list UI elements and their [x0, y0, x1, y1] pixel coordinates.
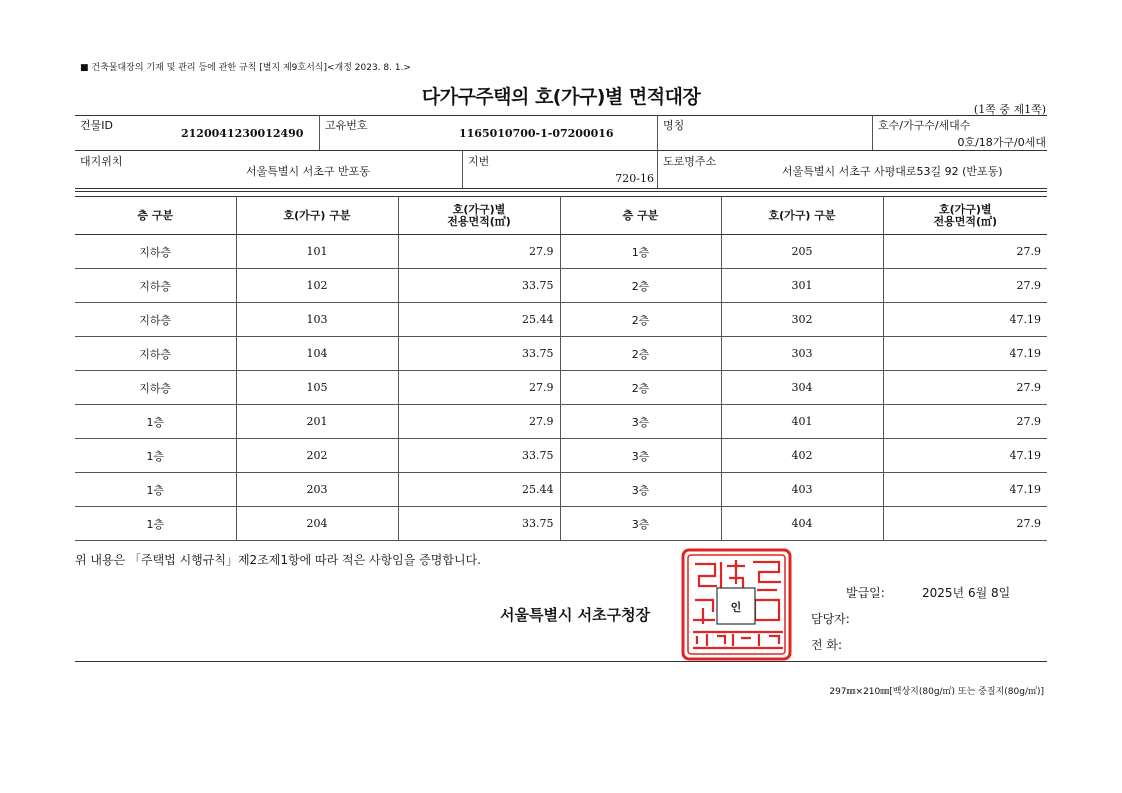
table-cell: 27.9 — [883, 269, 1047, 303]
table-cell: 1층 — [75, 507, 236, 541]
table-cell: 2층 — [560, 371, 721, 405]
column-header: 호(가구)별 전용면적(㎡) — [398, 197, 560, 235]
table-cell: 1층 — [560, 235, 721, 269]
table-cell: 33.75 — [398, 439, 560, 473]
table-cell: 402 — [721, 439, 883, 473]
table-cell: 404 — [721, 507, 883, 541]
table-row — [75, 235, 1047, 269]
table-cell: 301 — [721, 269, 883, 303]
header-top-border — [75, 115, 1047, 116]
phone-label: 전 화: — [811, 638, 843, 652]
unique-no-label: 고유번호 — [325, 119, 368, 132]
table-cell: 47.19 — [883, 473, 1047, 507]
table-cell: 47.19 — [883, 439, 1047, 473]
regulation-note: ■ 건축물대장의 기재 및 관리 등에 관한 규칙 [별지 제9호서식]<개정 2023. 8. 1.> — [80, 63, 411, 73]
table-cell: 27.9 — [883, 235, 1047, 269]
table-cell: 403 — [721, 473, 883, 507]
table-row — [75, 337, 1047, 371]
table-cell: 3층 — [560, 473, 721, 507]
column-header: 층 구분 — [75, 197, 236, 235]
table-cell: 지하층 — [75, 371, 236, 405]
lot-value: 720-16 — [615, 172, 654, 185]
table-cell: 지하층 — [75, 269, 236, 303]
table-row — [75, 405, 1047, 439]
table-row — [75, 371, 1047, 405]
table-cell: 25.44 — [398, 473, 560, 507]
column-header: 호(가구) 구분 — [236, 197, 398, 235]
table-cell: 27.9 — [883, 371, 1047, 405]
divider — [872, 115, 873, 150]
table-cell: 103 — [236, 303, 398, 337]
issuing-office: 서울특별시 서초구청장 — [500, 606, 651, 624]
table-cell: 204 — [236, 507, 398, 541]
name-label: 명칭 — [663, 119, 685, 132]
divider — [462, 150, 463, 188]
table-cell: 27.9 — [398, 371, 560, 405]
table-cell: 27.9 — [883, 507, 1047, 541]
table-row — [75, 269, 1047, 303]
table-row — [75, 473, 1047, 507]
issue-date-value: 2025년 6월 8일 — [922, 586, 1011, 600]
site-label: 대지위치 — [80, 155, 123, 168]
table-cell: 1층 — [75, 473, 236, 507]
lot-label: 지번 — [468, 155, 490, 168]
units-label: 호수/가구수/세대수 — [878, 119, 971, 132]
svg-text:인: 인 — [730, 601, 742, 614]
table-row — [75, 303, 1047, 337]
table-cell: 27.9 — [883, 405, 1047, 439]
table-cell: 401 — [721, 405, 883, 439]
table-cell: 1층 — [75, 405, 236, 439]
table-cell: 지하층 — [75, 337, 236, 371]
road-label: 도로명주소 — [663, 155, 717, 168]
unique-no-value: 1165010700-1-07200016 — [459, 127, 614, 140]
page-info: (1쪽 중 제1쪽) — [973, 103, 1046, 116]
table-cell: 304 — [721, 371, 883, 405]
table-cell: 3층 — [560, 439, 721, 473]
site-value: 서울특별시 서초구 반포동 — [246, 165, 370, 178]
table-cell: 104 — [236, 337, 398, 371]
table-cell: 33.75 — [398, 507, 560, 541]
table-cell: 27.9 — [398, 405, 560, 439]
table-cell: 202 — [236, 439, 398, 473]
official-seal-icon — [681, 548, 792, 661]
divider — [657, 115, 658, 150]
table-cell: 303 — [721, 337, 883, 371]
table-cell: 201 — [236, 405, 398, 439]
units-value: 0호/18가구/0세대 — [957, 136, 1046, 149]
table-cell: 2층 — [560, 303, 721, 337]
table-cell: 205 — [721, 235, 883, 269]
table-cell: 지하층 — [75, 303, 236, 337]
table-cell: 27.9 — [398, 235, 560, 269]
table-cell: 33.75 — [398, 337, 560, 371]
table-cell: 지하층 — [75, 235, 236, 269]
table-cell: 47.19 — [883, 337, 1047, 371]
table-header-row — [75, 197, 1047, 235]
issue-date-label: 발급일: — [846, 586, 885, 600]
table-cell: 302 — [721, 303, 883, 337]
table-cell: 203 — [236, 473, 398, 507]
table-cell: 2층 — [560, 269, 721, 303]
table-cell: 3층 — [560, 405, 721, 439]
header-mid-border — [75, 150, 1047, 151]
column-header: 호(가구) 구분 — [721, 197, 883, 235]
table-cell: 25.44 — [398, 303, 560, 337]
manager-label: 담당자: — [811, 612, 850, 626]
page-title: 다가구주택의 호(가구)별 면적대장 — [421, 86, 701, 108]
table-cell: 33.75 — [398, 269, 560, 303]
table-cell: 102 — [236, 269, 398, 303]
table-row — [75, 507, 1047, 541]
building-id-label: 건물ID — [80, 119, 113, 132]
table-body — [75, 235, 1047, 541]
column-header: 층 구분 — [560, 197, 721, 235]
building-id-value: 2120041230012490 — [181, 127, 304, 140]
road-value: 서울특별시 서초구 사평대로53길 92 (반포동) — [782, 165, 1003, 178]
area-table — [75, 196, 1047, 541]
header-bottom-border — [75, 188, 1047, 189]
table-cell: 101 — [236, 235, 398, 269]
certification-text: 위 내용은 「주택법 시행규칙」제2조제1항에 따라 적은 사항임을 증명합니다. — [75, 553, 481, 567]
table-cell: 47.19 — [883, 303, 1047, 337]
divider — [657, 150, 658, 188]
column-header: 호(가구)별 전용면적(㎡) — [883, 197, 1047, 235]
table-cell: 105 — [236, 371, 398, 405]
table-row — [75, 439, 1047, 473]
table-cell: 3층 — [560, 507, 721, 541]
paper-spec: 297㎜×210㎜[백상지(80g/㎡) 또는 중질지(80g/㎡)] — [829, 687, 1044, 697]
table-cell: 2층 — [560, 337, 721, 371]
header-double-border — [75, 191, 1047, 192]
table-cell: 1층 — [75, 439, 236, 473]
footer-divider — [75, 661, 1047, 662]
divider — [319, 115, 320, 150]
